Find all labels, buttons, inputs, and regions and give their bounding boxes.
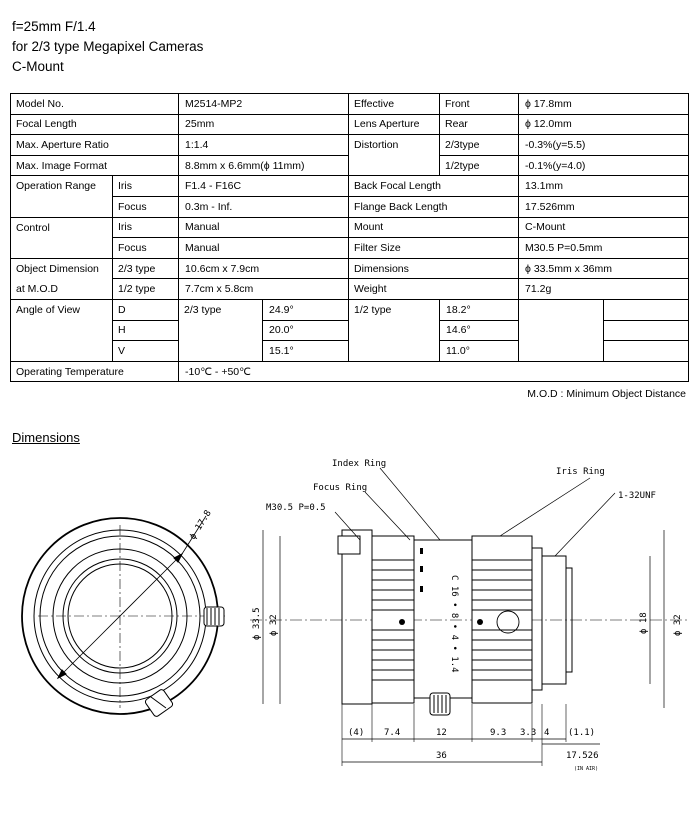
spec-value: 20.0° [263, 320, 349, 341]
dim-4b-label: 4 [544, 728, 550, 738]
dim-4-label: (4) [348, 728, 365, 738]
dim-7-4-label: 7.4 [384, 728, 401, 738]
spec-label: Focus [113, 196, 179, 217]
knob-icon [144, 607, 224, 718]
spec-value: 24.9° [263, 299, 349, 320]
front-diameter-label: ϕ 17.8 [188, 508, 214, 542]
spec-label: Max. Aperture Ratio [11, 135, 179, 156]
spec-label: Operating Temperature [11, 361, 179, 382]
mod-footnote: M.O.D : Minimum Object Distance [527, 388, 686, 400]
spec-label: Max. Image Format [11, 155, 179, 176]
mount-thread-label: 1-32UNF [618, 491, 656, 501]
spec-value: 13.1mm [519, 176, 689, 197]
spec-value: -10℃ - +50℃ [179, 361, 689, 382]
spec-value: 1:1.4 [179, 135, 349, 156]
spec-label: 1/2 type [113, 279, 179, 300]
dim-1-1-label: (1.1) [568, 728, 596, 738]
spec-value: Manual [179, 238, 349, 259]
spec-value: 18.2° [440, 299, 519, 320]
spec-label: 2/3 type [179, 299, 263, 361]
spec-value: ϕ 12.0mm [519, 114, 689, 135]
spec-value: Manual [179, 217, 349, 238]
focus-ring-label: Focus Ring [313, 483, 368, 493]
mount-diameter-label: ϕ 18 [639, 612, 649, 634]
spec-label: Iris [113, 176, 179, 197]
spec-label: 1/2type [440, 155, 519, 176]
rear-diameter-label: ϕ 32 [673, 614, 683, 636]
spec-value: 15.1° [263, 341, 349, 362]
spec-label: D [113, 299, 179, 320]
spec-label: Front [440, 94, 519, 115]
spec-value: 17.526mm [519, 196, 689, 217]
dim-flange-label: 17.526 [566, 751, 599, 761]
spec-value: 8.8mm x 6.6mm(ϕ 11mm) [179, 155, 349, 176]
filter-thread-label: M30.5 P=0.5 [266, 503, 326, 513]
spec-label: Rear [440, 114, 519, 135]
spec-label: Dimensions [349, 258, 519, 279]
spec-label: V [113, 341, 179, 362]
dim-12-label: 12 [436, 728, 447, 738]
spec-label: Angle of View [11, 299, 113, 361]
front-view [22, 516, 225, 714]
spec-value: -0.3%(y=5.5) [519, 135, 689, 156]
spec-label: Control [11, 217, 113, 258]
spec-label: Weight [349, 279, 519, 300]
barrel-diameter-label: ϕ 32 [269, 614, 279, 636]
spec-label: Focus [113, 238, 179, 259]
spec-value: 7.7cm x 5.8cm [179, 279, 349, 300]
lens-mount-type: C-Mount [12, 59, 64, 74]
spec-label: Mount [349, 217, 519, 238]
spec-label: H [113, 320, 179, 341]
spec-label: Effective [349, 94, 440, 115]
spec-value: 10.6cm x 7.9cm [179, 258, 349, 279]
dim-36-label: 36 [436, 751, 447, 761]
spec-value: 11.0° [440, 341, 519, 362]
spec-value: F1.4 - F16C [179, 176, 349, 197]
iris-scale-label: C 16 • 8 • 4 • 1.4 [449, 575, 459, 673]
lens-title: f=25mm F/1.4 [12, 19, 96, 34]
spec-label: 2/3type [440, 135, 519, 156]
index-ring-label: Index Ring [332, 459, 387, 469]
spec-label: Object Dimension [11, 258, 113, 279]
spec-label: Focal Length [11, 114, 179, 135]
outer-diameter-label: ϕ 33.5 [252, 607, 262, 640]
dimensions-heading: Dimensions [12, 430, 80, 445]
spec-label: Distortion [349, 135, 440, 176]
dim-3-3-label: 3.3 [520, 728, 537, 738]
spec-value: -0.1%(y=4.0) [519, 155, 689, 176]
spec-value: 0.3m - Inf. [179, 196, 349, 217]
spec-label: 2/3 type [113, 258, 179, 279]
spec-value: M30.5 P=0.5mm [519, 238, 689, 259]
spec-value: 71.2g [519, 279, 689, 300]
spec-label: Model No. [11, 94, 179, 115]
iris-ring-label: Iris Ring [556, 467, 605, 477]
spec-value: M2514-MP2 [179, 94, 349, 115]
spec-label: Back Focal Length [349, 176, 519, 197]
spec-label: Flange Back Length [349, 196, 519, 217]
in-air-label: (IN AIR) [574, 766, 599, 772]
spec-label: at M.O.D [11, 279, 113, 300]
side-view [250, 530, 690, 704]
spec-value: 14.6° [440, 320, 519, 341]
spec-value: 25mm [179, 114, 349, 135]
spec-label: Iris [113, 217, 179, 238]
spec-value: ϕ 33.5mm x 36mm [519, 258, 689, 279]
side-knob-icon [430, 693, 450, 715]
dim-9-3-label: 9.3 [490, 728, 507, 738]
spec-label: 1/2 type [349, 299, 440, 361]
spec-label: Operation Range [11, 176, 113, 217]
spec-value: ϕ 17.8mm [519, 94, 689, 115]
lens-subtitle: for 2/3 type Megapixel Cameras [12, 39, 204, 54]
spec-value: C-Mount [519, 217, 689, 238]
spec-label: Filter Size [349, 238, 519, 259]
spec-label: Lens Aperture [349, 114, 440, 135]
